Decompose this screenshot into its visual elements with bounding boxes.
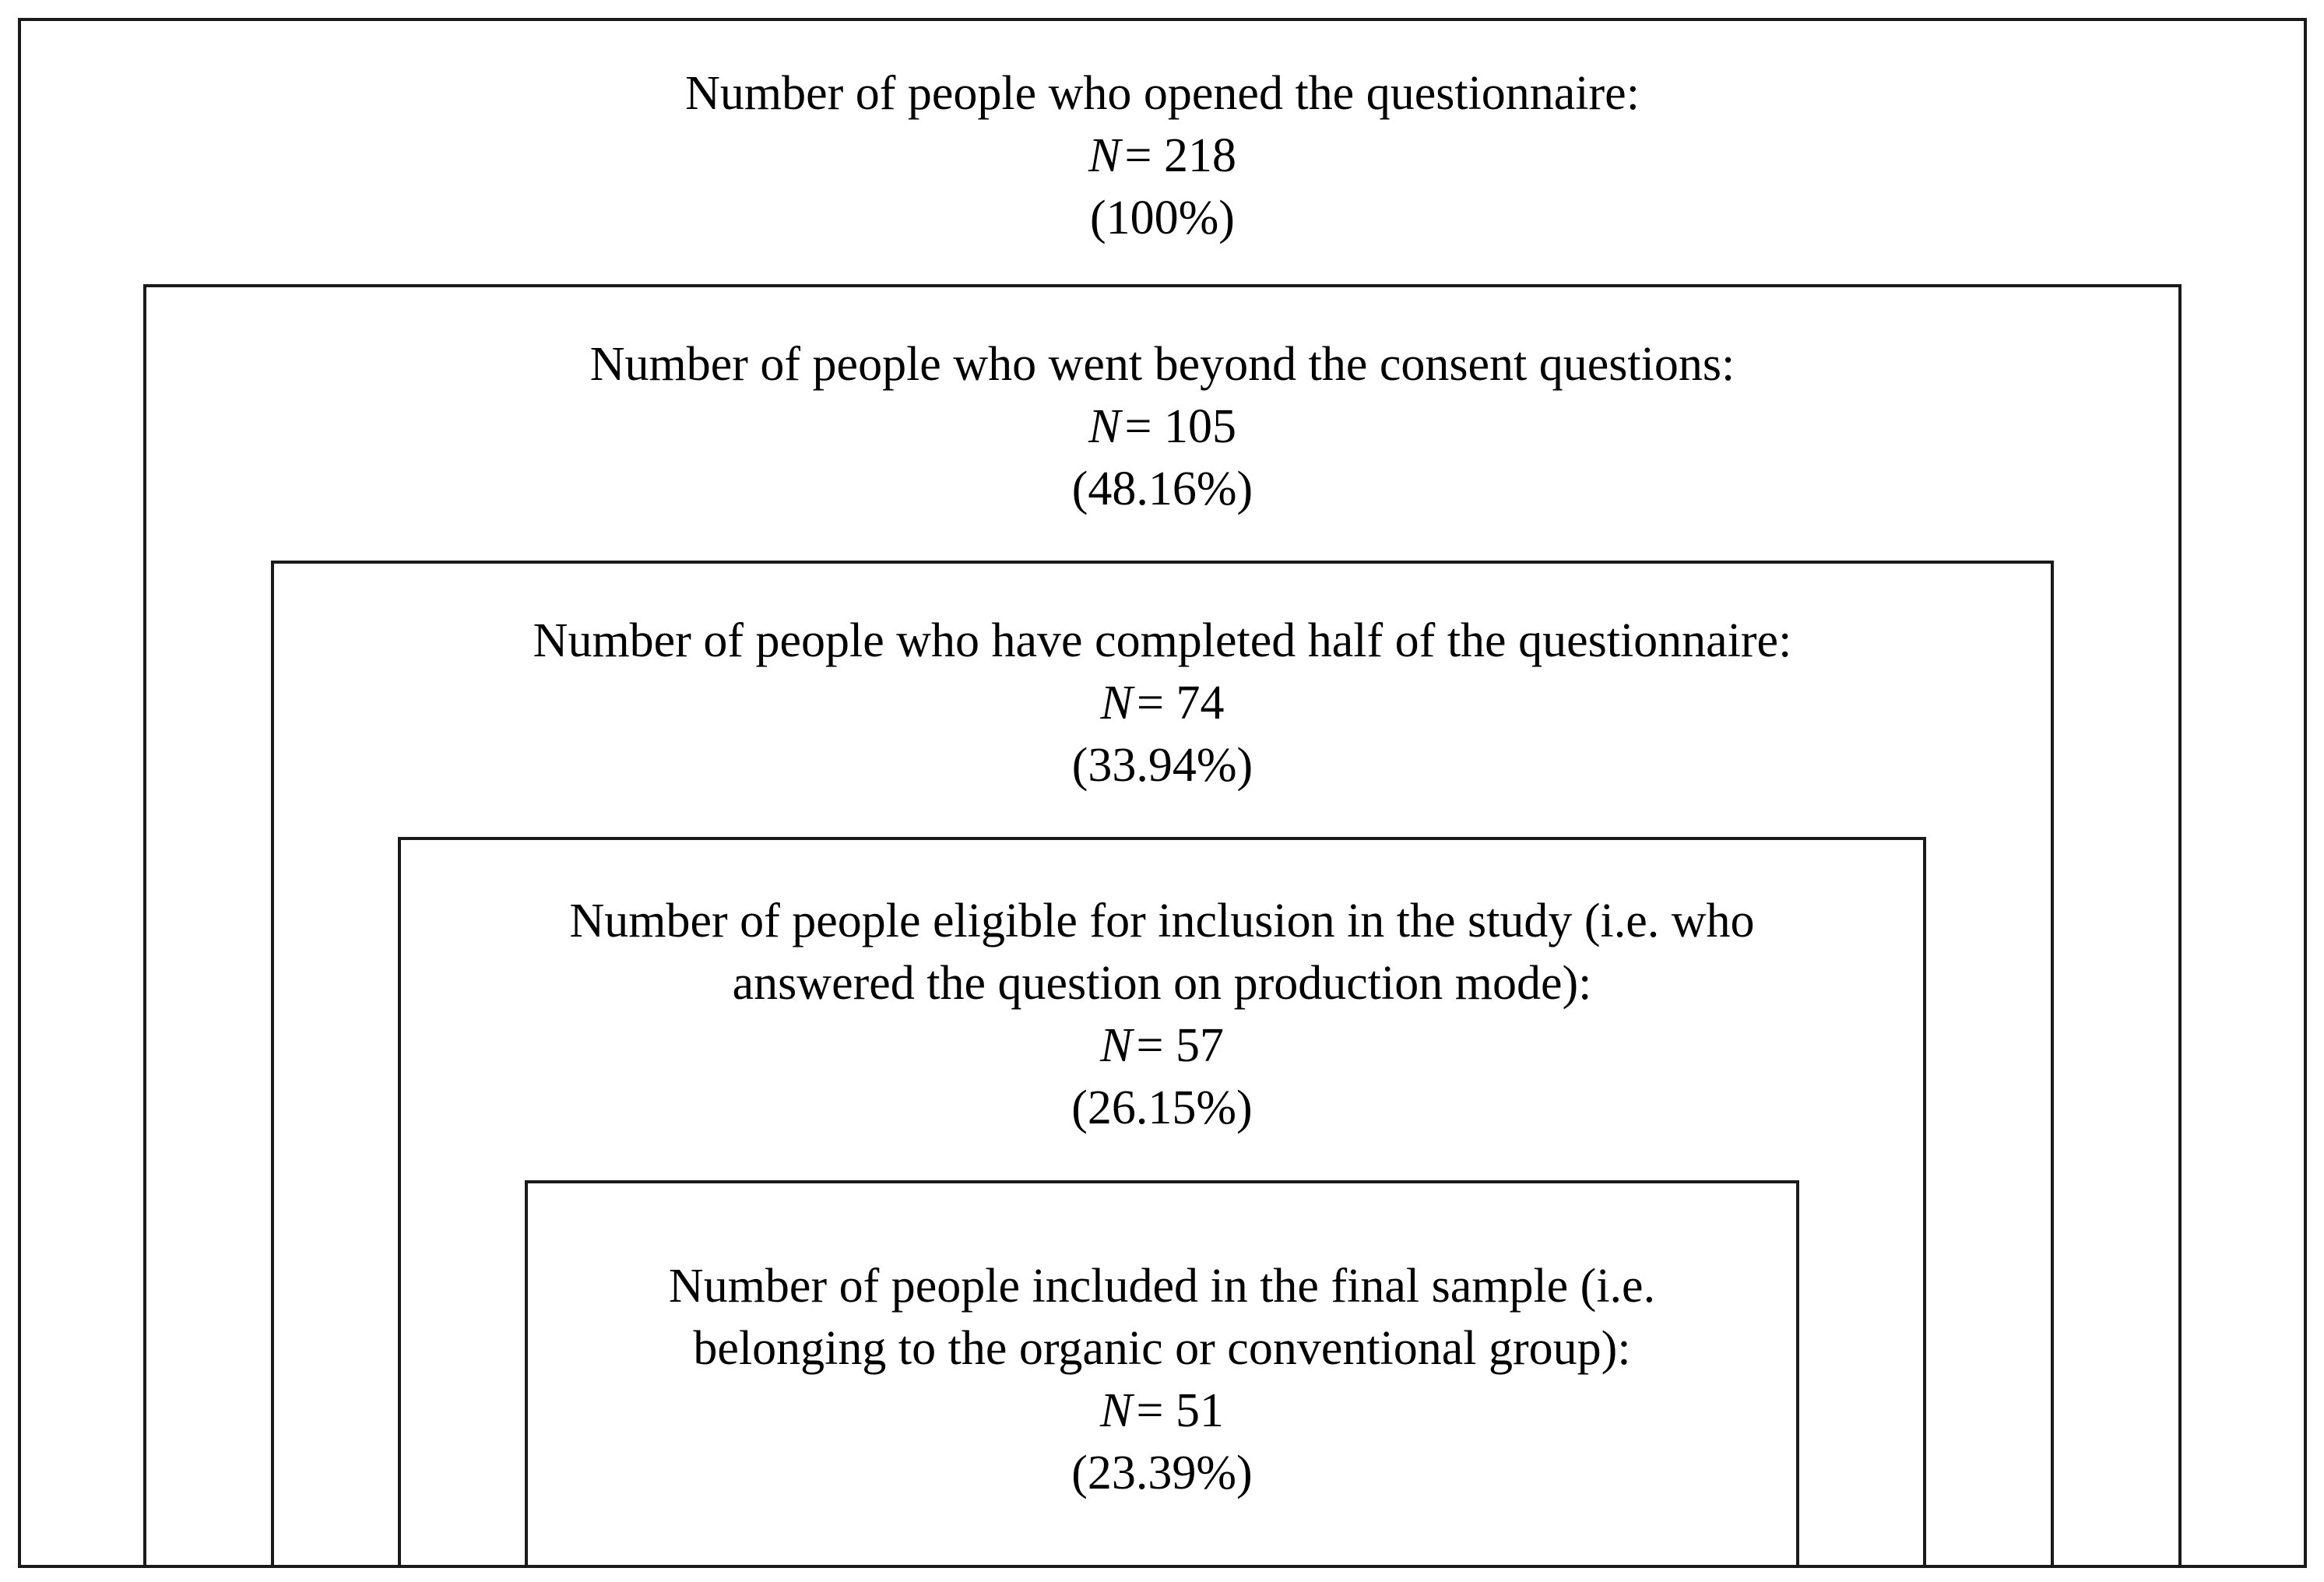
n-symbol: N [1100, 677, 1133, 729]
level-description-line: Number of people eligible for inclusion in the study (i.e. who [569, 895, 1755, 947]
level-percent: (33.94%) [1071, 739, 1253, 792]
n-value: = 74 [1137, 677, 1225, 729]
level-label-eligible [398, 890, 1926, 1139]
n-symbol: N [1099, 1384, 1133, 1437]
level-description-line: belonging to the organic or conventional group): [693, 1322, 1631, 1375]
n-value: = 218 [1124, 129, 1236, 182]
level-n-count [398, 1014, 1926, 1077]
level-label-beyond-consent [143, 333, 2182, 520]
n-value: = 57 [1136, 1019, 1224, 1072]
level-description-line: answered the question on production mode): [732, 957, 1592, 1010]
n-symbol: N [1088, 400, 1121, 453]
level-description-line: Number of people who opened the questionnaire: [685, 67, 1640, 120]
level-percent: (48.16%) [1071, 462, 1253, 515]
level-label-opened [18, 62, 2307, 249]
n-value: = 105 [1124, 400, 1236, 453]
n-symbol: N [1099, 1019, 1133, 1072]
level-percent: (23.39%) [1071, 1447, 1253, 1499]
level-description-line: Number of people who went beyond the consent questions: [589, 338, 1735, 391]
level-description-line: Number of people who have completed half of the questionnaire: [533, 614, 1792, 667]
level-n-count [18, 125, 2307, 187]
level-label-final-sample [525, 1255, 1799, 1504]
n-symbol: N [1088, 129, 1121, 182]
level-description-line: Number of people included in the final sample (i.e. [668, 1260, 1656, 1313]
level-label-half-completed [271, 610, 2054, 796]
level-percent: (26.15%) [1071, 1081, 1253, 1134]
bottom-border [18, 1565, 2307, 1568]
level-n-count [525, 1380, 1799, 1442]
level-n-count [271, 672, 2054, 734]
level-percent: (100%) [1090, 192, 1235, 244]
n-value: = 51 [1136, 1384, 1224, 1437]
level-n-count [143, 396, 2182, 458]
